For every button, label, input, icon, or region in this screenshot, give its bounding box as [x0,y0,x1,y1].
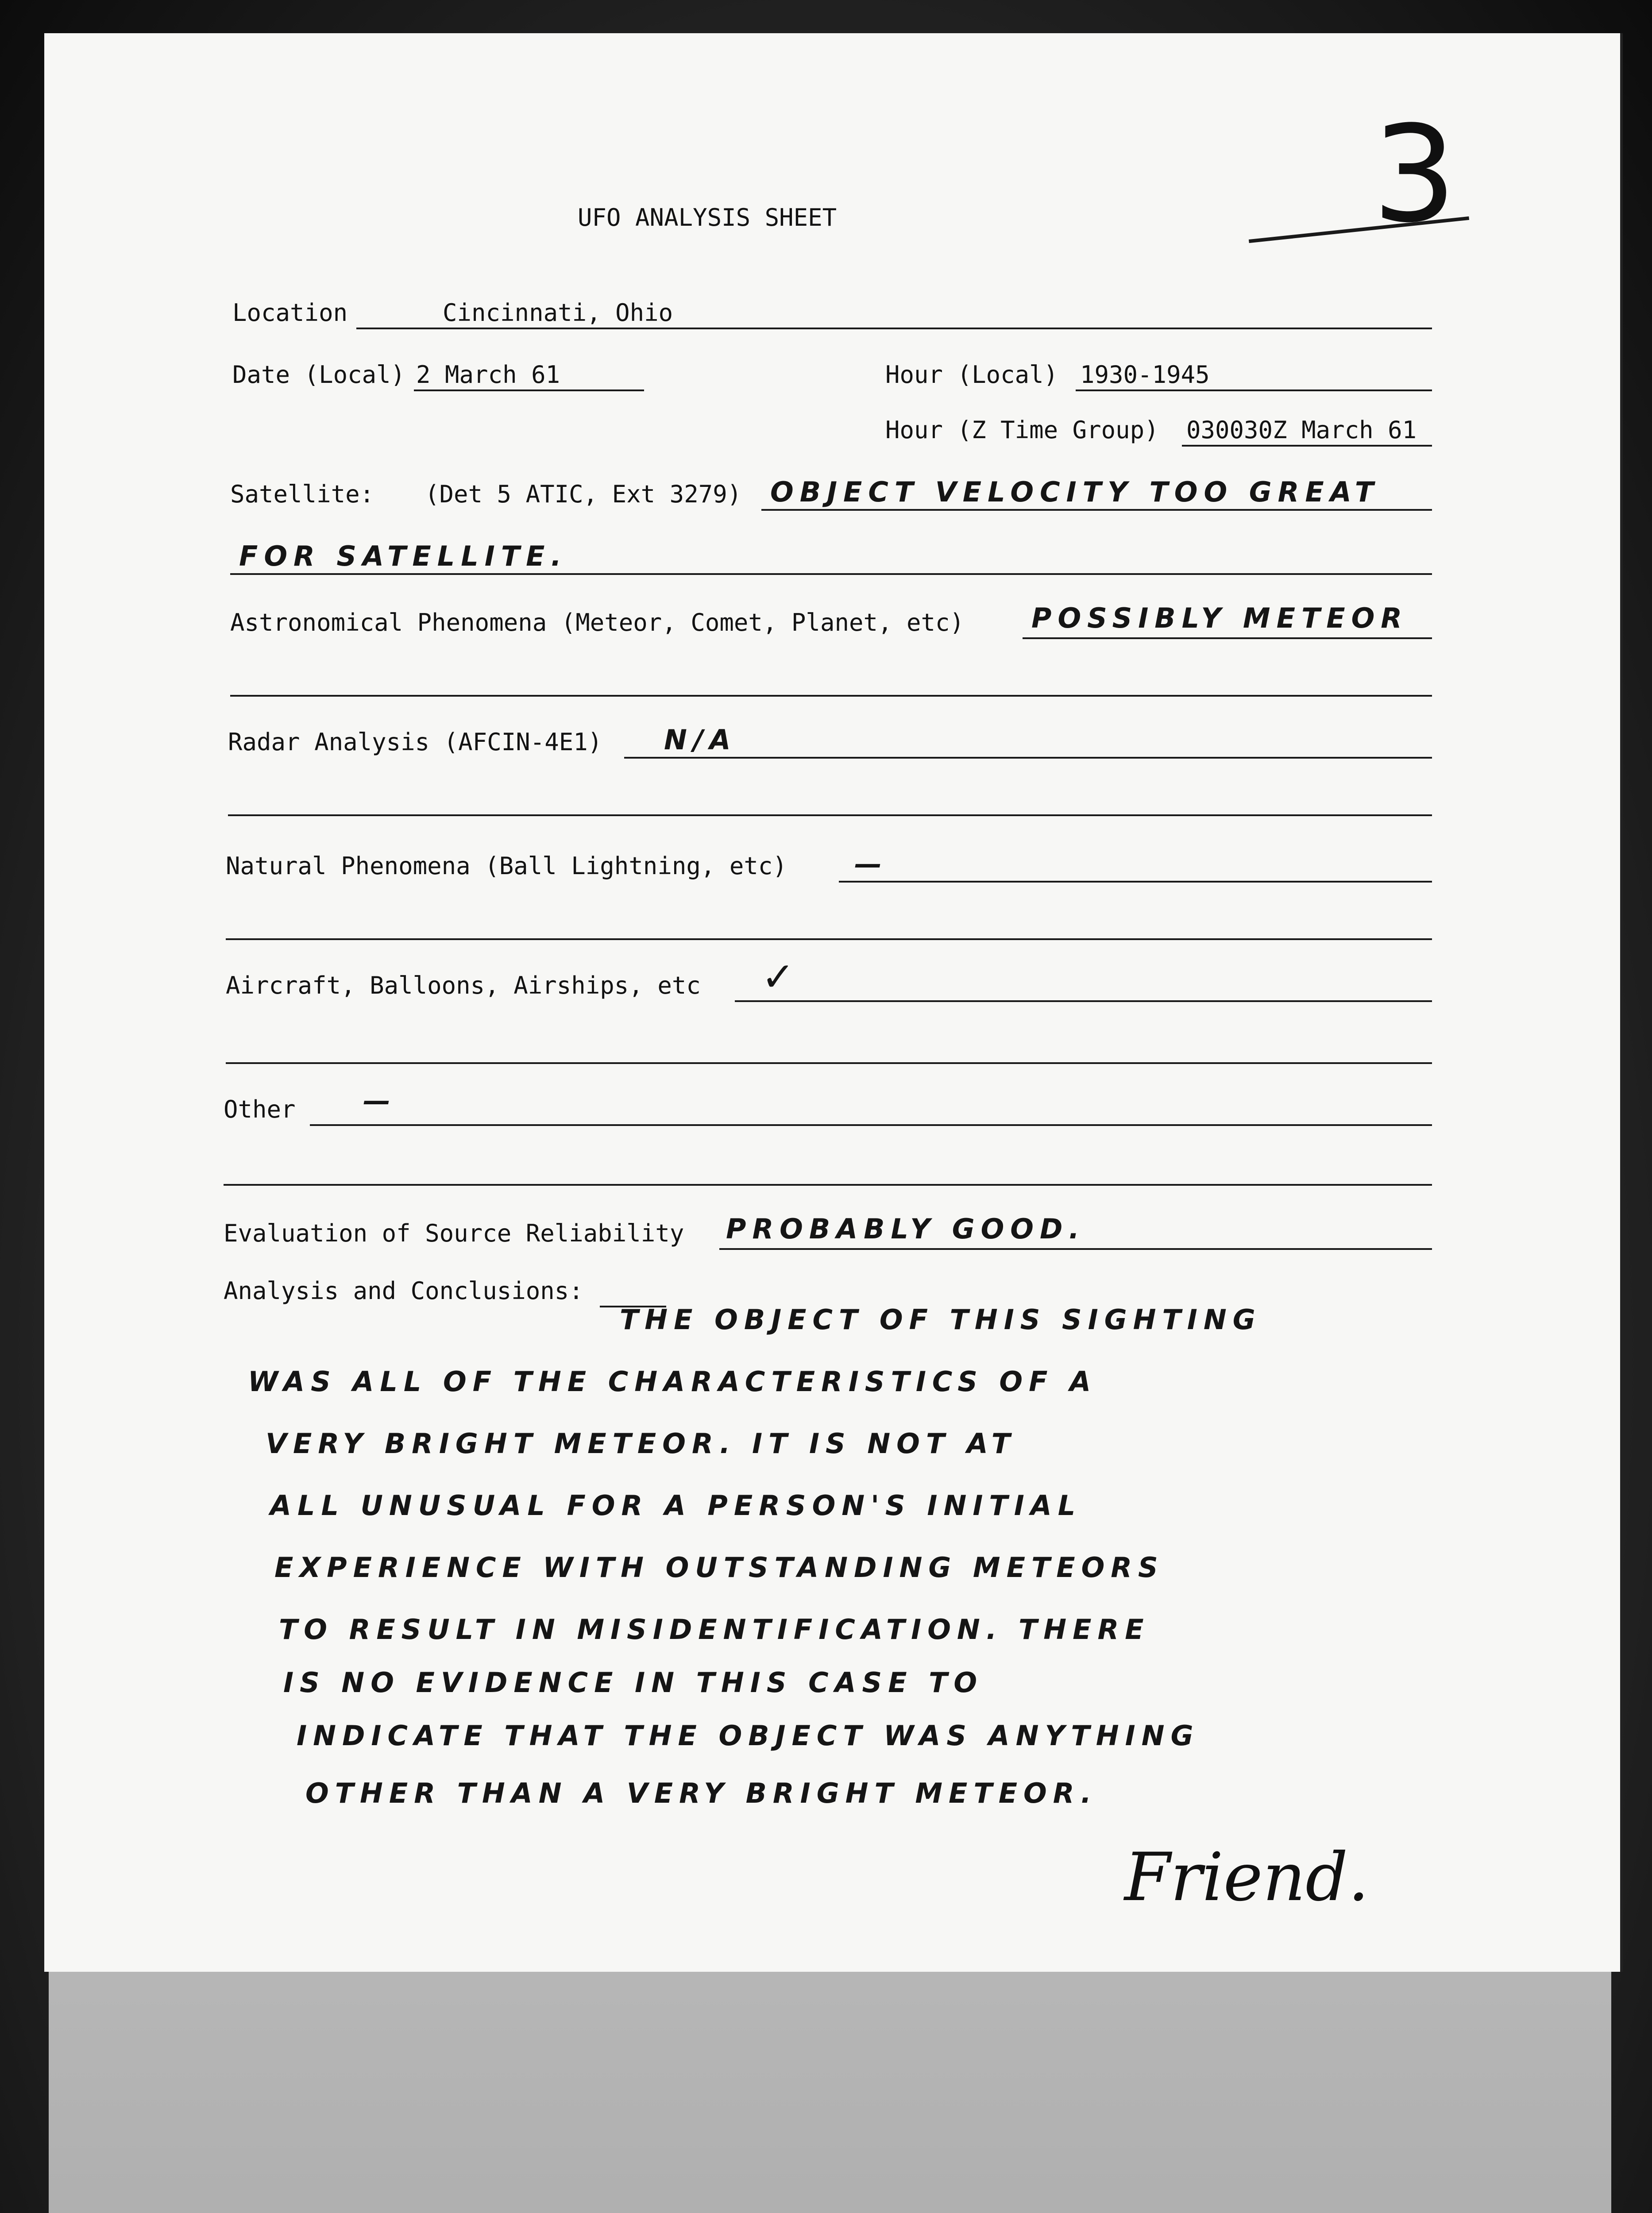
natural-line-2 [226,938,1432,940]
aircraft-label: Aircraft, Balloons, Airships, etc [226,972,701,999]
analysis-line-8: INDICATE THAT THE OBJECT WAS ANYTHING [297,1720,1200,1752]
radar-line [624,757,1432,759]
hour-local-line [1076,389,1432,391]
date-local-label: Date (Local) [232,361,405,389]
location-label: Location [232,299,348,327]
other-label: Other [224,1095,296,1123]
hour-z-value: 030030Z March 61 [1186,416,1417,444]
radar-value: N/A [664,724,737,756]
other-line-2 [224,1184,1432,1186]
aircraft-line [735,1000,1432,1002]
astronomical-line [1023,637,1432,639]
satellite-value-line2: FOR SATELLITE. [239,540,568,572]
aircraft-line-2 [226,1062,1432,1064]
radar-line-2 [228,814,1432,816]
other-line [310,1124,1432,1126]
analysis-line-5: EXPERIENCE WITH OUTSTANDING METEORS [274,1551,1164,1584]
evaluation-value: PROBABLY GOOD. [726,1213,1086,1245]
evaluation-line [719,1248,1432,1250]
analysis-line-7: IS NO EVIDENCE IN THIS CASE TO [283,1666,984,1699]
astronomical-label: Astronomical Phenomena (Meteor, Comet, Planet, etc) [230,609,965,636]
satellite-value-line1: OBJECT VELOCITY TOO GREAT [770,476,1380,508]
date-local-line [414,389,644,391]
natural-value: — [854,848,888,880]
sheet-title: UFO ANALYSIS SHEET [578,204,837,231]
radar-label: Radar Analysis (AFCIN-4E1) [228,728,602,756]
analysis-line-1: THE OBJECT OF THIS SIGHTING [620,1303,1262,1336]
page-number: 3 [1372,97,1457,252]
hour-local-label: Hour (Local) [885,361,1058,389]
analysis-sheet [44,33,1623,1972]
hour-z-label: Hour (Z Time Group) [885,416,1159,444]
satellite-line-2 [230,573,1432,575]
analysis-label: Analysis and Conclusions: [224,1277,583,1305]
other-value: — [363,1084,397,1117]
signature: Friend. [1124,1839,1369,1916]
evaluation-label: Evaluation of Source Reliability [224,1219,684,1247]
date-local-value: 2 March 61 [416,361,560,389]
satellite-detail: (Det 5 ATIC, Ext 3279) [425,480,742,508]
location-line [356,328,1432,329]
analysis-line-2: WAS ALL OF THE CHARACTERISTICS OF A [248,1365,1097,1398]
satellite-line [761,509,1432,511]
natural-label: Natural Phenomena (Ball Lightning, etc) [226,852,787,880]
satellite-label: Satellite: [230,480,374,508]
astronomical-line-2 [230,695,1432,697]
astronomical-value: POSSIBLY METEOR [1031,602,1409,634]
location-value: Cincinnati, Ohio [443,299,673,327]
aircraft-value: ✓ [761,954,801,1000]
natural-line [839,881,1432,883]
analysis-line-6: TO RESULT IN MISIDENTIFICATION. THERE [279,1613,1150,1646]
analysis-line-3: VERY BRIGHT METEOR. IT IS NOT AT [266,1427,1017,1460]
hour-z-line [1182,445,1432,447]
analysis-line-9: OTHER THAN A VERY BRIGHT METEOR. [305,1777,1098,1809]
hour-local-value: 1930-1945 [1080,361,1210,389]
analysis-line-4: ALL UNUSUAL FOR A PERSON'S INITIAL [270,1489,1082,1522]
